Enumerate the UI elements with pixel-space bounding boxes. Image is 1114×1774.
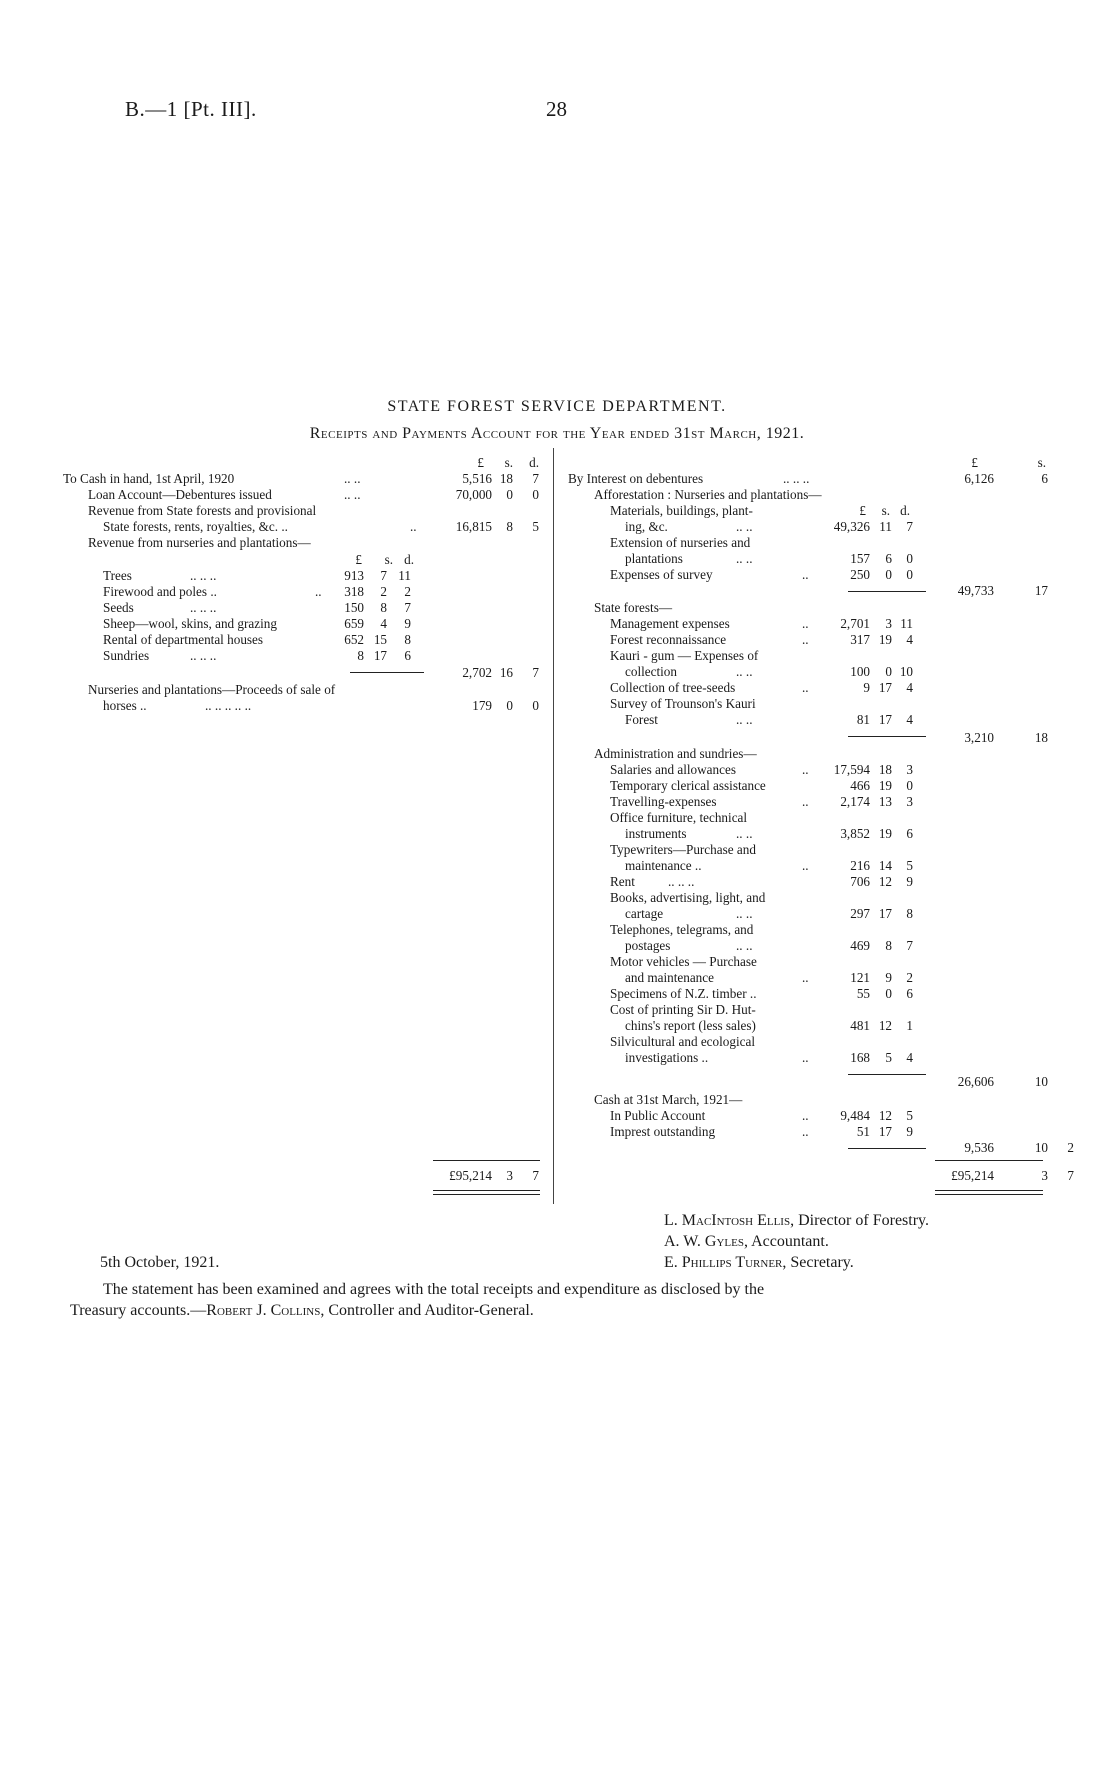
extension-label-line1: Extension of nurseries and: [610, 535, 751, 550]
subtotal-rule: [848, 591, 926, 592]
kauri-label-line1: Kauri - gum — Expenses of: [610, 648, 759, 663]
loan-shillings: 0: [506, 487, 513, 502]
travelling-label: Travelling-expenses: [610, 794, 717, 809]
office-pounds: 3,852: [840, 826, 870, 841]
materials-pounds: 49,326: [833, 519, 870, 534]
management-label: Management expenses: [610, 616, 730, 631]
nursery-item-label: Trees: [103, 568, 132, 583]
signature-accountant: [664, 1233, 829, 1251]
salaries-pounds: 17,594: [833, 762, 870, 777]
leader-dots: ..: [802, 632, 809, 647]
subtotal-rule: [848, 736, 926, 737]
leader-dots: ..: [802, 680, 809, 695]
account-subtitle: Receipts and Payments Account for the Year ended 31st March, 1921.: [309, 425, 805, 442]
motor-pence: 2: [906, 970, 913, 985]
audit-statement-text: Treasury accounts.—: [70, 1302, 207, 1319]
nursery-item-pounds: 652: [344, 632, 364, 647]
nursery-item-pounds: 8: [357, 648, 364, 663]
nursery-item-pence: 8: [404, 632, 411, 647]
revenue-state-label-line1: Revenue from State forests and provisional: [88, 503, 317, 518]
leader-dots: .. .. ..: [190, 600, 217, 615]
leader-dots: .. ..: [736, 938, 753, 953]
loan-pence: 0: [532, 487, 539, 502]
leader-dots: .. .. ..: [668, 874, 695, 889]
leader-dots: ..: [802, 1050, 809, 1065]
books-label-line1: Books, advertising, light, and: [610, 890, 766, 905]
specimens-shillings: 0: [885, 986, 892, 1001]
office-label-line2: instruments: [625, 826, 687, 841]
subtotal-rule: [848, 1148, 926, 1149]
double-rule: [433, 1190, 540, 1191]
leader-dots: ..: [802, 1124, 809, 1139]
page-title: STATE FOREST SERVICE DEPARTMENT.: [387, 398, 727, 415]
nursery-item-pence: 9: [404, 616, 411, 631]
printing-label-line1: Cost of printing Sir D. Hut-: [610, 1002, 756, 1017]
temporary-clerical-pounds: 466: [850, 778, 870, 793]
signature-secretary: [664, 1254, 854, 1272]
inner-pound-header: £: [859, 503, 866, 518]
state-forests-total-shillings: 18: [1034, 730, 1048, 745]
office-shillings: 19: [878, 826, 892, 841]
books-pence: 8: [906, 906, 913, 921]
typewriters-shillings: 14: [878, 858, 892, 873]
revenue-state-shillings: 8: [506, 519, 513, 534]
leader-dots: ..: [802, 970, 809, 985]
silvicultural-pounds: 168: [850, 1050, 870, 1065]
nurseries-total-shillings: 16: [499, 665, 513, 680]
telephones-pounds: 469: [850, 938, 870, 953]
revenue-state-pounds: 16,815: [455, 519, 492, 534]
materials-label-line2: ing, &c.: [625, 519, 668, 534]
tree-seeds-label: Collection of tree-seeds: [610, 680, 736, 695]
silvicultural-label-line2: investigations ..: [625, 1050, 709, 1065]
nursery-item-shillings: 17: [373, 648, 387, 663]
motor-label-line1: Motor vehicles — Purchase: [610, 954, 757, 969]
temporary-clerical-pence: 0: [906, 778, 913, 793]
temporary-clerical-label: Temporary clerical assistance: [610, 778, 766, 793]
books-shillings: 17: [878, 906, 892, 921]
travelling-shillings: 13: [878, 794, 892, 809]
nursery-item-pence: 7: [404, 600, 411, 615]
trounson-label-line1: Survey of Trounson's Kauri: [610, 696, 756, 711]
nursery-item-shillings: 7: [380, 568, 387, 583]
kauri-pence: 10: [899, 664, 913, 679]
nursery-item-shillings: 4: [380, 616, 387, 631]
reconnaissance-pounds: 317: [850, 632, 870, 647]
state-forests-total-pounds: 3,210: [964, 730, 994, 745]
signatory-name: A. W. Gyles: [664, 1233, 744, 1250]
nursery-item-shillings: 2: [380, 584, 387, 599]
survey-expenses-shillings: 0: [885, 567, 892, 582]
page-number: 28: [546, 97, 567, 121]
nursery-item-label: Sheep—wool, skins, and grazing: [103, 616, 277, 631]
nursery-item-pence: 11: [398, 568, 411, 583]
imprest-label: Imprest outstanding: [610, 1124, 716, 1139]
typewriters-label-line2: maintenance ..: [625, 858, 702, 873]
cash-in-hand-pounds: 5,516: [462, 471, 492, 486]
reconnaissance-label: Forest reconnaissance: [610, 632, 727, 647]
inner-s-header: s.: [384, 552, 393, 567]
auditor-name: Robert J. Collins: [206, 1302, 321, 1319]
payments-grand-total-shillings: 3: [1041, 1168, 1048, 1183]
leader-dots: ..: [802, 762, 809, 777]
leader-dots: .. ..: [344, 471, 361, 486]
interest-pounds: 6,126: [964, 471, 994, 486]
signatory-role: , Secretary.: [782, 1254, 854, 1271]
cash-in-hand-pence: 7: [532, 471, 539, 486]
tree-seeds-shillings: 17: [878, 680, 892, 695]
reconnaissance-pence: 4: [906, 632, 913, 647]
leader-dots: .. ..: [736, 664, 753, 679]
motor-pounds: 121: [850, 970, 870, 985]
auditor-role: , Controller and Auditor-General.: [320, 1302, 534, 1319]
signatory-role: , Accountant.: [743, 1233, 829, 1250]
salaries-label: Salaries and allowances: [610, 762, 736, 777]
typewriters-label-line1: Typewriters—Purchase and: [610, 842, 756, 857]
kauri-label-line2: collection: [625, 664, 677, 679]
salaries-shillings: 18: [878, 762, 892, 777]
leader-dots: ..: [802, 858, 809, 873]
rent-pounds: 706: [850, 874, 870, 889]
imprest-pence: 9: [906, 1124, 913, 1139]
signatory-role: , Director of Forestry.: [790, 1212, 929, 1229]
interest-shillings: 6: [1041, 471, 1048, 486]
column-divider: [553, 448, 554, 1204]
imprest-shillings: 17: [878, 1124, 892, 1139]
trounson-pence: 4: [906, 712, 913, 727]
double-rule: [433, 1194, 540, 1195]
materials-pence: 7: [906, 519, 913, 534]
afforestation-total-pounds: 49,733: [957, 583, 994, 598]
nursery-item-pounds: 913: [344, 568, 364, 583]
total-rule: [433, 1160, 540, 1161]
leader-dots: ..: [802, 794, 809, 809]
materials-shillings: 11: [879, 519, 892, 534]
nursery-item-pounds: 150: [344, 600, 364, 615]
extension-shillings: 6: [885, 551, 892, 566]
interest-label: By Interest on debentures: [568, 471, 704, 486]
extension-label-line2: plantations: [625, 551, 683, 566]
nursery-item-shillings: 15: [373, 632, 387, 647]
cash-in-hand-shillings: 18: [499, 471, 513, 486]
management-pence: 11: [900, 616, 913, 631]
silvicultural-pence: 4: [906, 1050, 913, 1065]
leader-dots: ..: [802, 567, 809, 582]
public-account-pounds: 9,484: [840, 1108, 870, 1123]
afforestation-heading: Afforestation : Nurseries and plantations—: [594, 487, 822, 502]
receipts-grand-total-pounds: £95,214: [449, 1168, 492, 1183]
receipts-grand-total-pence: 7: [532, 1168, 539, 1183]
inner-s-header: s.: [881, 503, 890, 518]
nursery-item-pence: 6: [404, 648, 411, 663]
survey-expenses-pence: 0: [906, 567, 913, 582]
silvicultural-shillings: 5: [885, 1050, 892, 1065]
trounson-shillings: 17: [878, 712, 892, 727]
leader-dots: ..: [315, 584, 322, 599]
trounson-label-line2: Forest: [625, 712, 658, 727]
nursery-item-pounds: 318: [344, 584, 364, 599]
nursery-item-pence: 2: [404, 584, 411, 599]
total-rule: [935, 1160, 1043, 1161]
audit-statement-line2: [70, 1301, 534, 1321]
rent-shillings: 12: [878, 874, 892, 889]
survey-expenses-pounds: 250: [850, 567, 870, 582]
audit-statement-line1: The statement has been examined and agrees with the total receipts and expenditure as disclosed by the: [103, 1281, 765, 1298]
statement-date: 5th October, 1921.: [100, 1254, 220, 1271]
printing-pounds: 481: [850, 1018, 870, 1033]
telephones-label-line2: postages: [625, 938, 671, 953]
telephones-label-line1: Telephones, telegrams, and: [610, 922, 754, 937]
subtotal-rule: [350, 672, 424, 673]
double-rule: [935, 1190, 1043, 1191]
leader-dots: ..: [802, 1108, 809, 1123]
payments-grand-total-pence: 7: [1067, 1168, 1074, 1183]
public-account-label: In Public Account: [610, 1108, 706, 1123]
admin-total-shillings: 10: [1034, 1074, 1048, 1089]
leader-dots: ..: [802, 616, 809, 631]
horses-pence: 0: [532, 698, 539, 713]
revenue-state-label-line2: State forests, rents, royalties, &c. ..: [103, 519, 288, 534]
revenue-state-pence: 5: [532, 519, 539, 534]
nursery-item-label: Sundries: [103, 648, 150, 663]
silvicultural-label-line1: Silvicultural and ecological: [610, 1034, 756, 1049]
leader-dots: .. .. ..: [190, 648, 217, 663]
materials-label-line1: Materials, buildings, plant-: [610, 503, 753, 518]
typewriters-pounds: 216: [850, 858, 870, 873]
telephones-pence: 7: [906, 938, 913, 953]
nursery-item-shillings: 8: [380, 600, 387, 615]
horses-pounds: 179: [472, 698, 492, 713]
books-pounds: 297: [850, 906, 870, 921]
loan-label: Loan Account—Debentures issued: [88, 487, 272, 502]
typewriters-pence: 5: [906, 858, 913, 873]
nurseries-total-pounds: 2,702: [462, 665, 492, 680]
nursery-item-label: Seeds: [103, 600, 134, 615]
rent-label: Rent: [610, 874, 635, 889]
motor-shillings: 9: [885, 970, 892, 985]
leader-dots: .. ..: [736, 712, 753, 727]
tree-seeds-pounds: 9: [863, 680, 870, 695]
imprest-pounds: 51: [856, 1124, 870, 1139]
extension-pence: 0: [906, 551, 913, 566]
salaries-pence: 3: [906, 762, 913, 777]
document-reference: B.—1 [Pt. III].: [125, 97, 257, 121]
printing-pence: 1: [906, 1018, 913, 1033]
leader-dots: .. ..: [736, 519, 753, 534]
kauri-pounds: 100: [850, 664, 870, 679]
management-pounds: 2,701: [840, 616, 870, 631]
public-account-pence: 5: [906, 1108, 913, 1123]
leader-dots: .. .. ..: [783, 471, 810, 486]
books-label-line2: cartage: [625, 906, 664, 921]
col-pound-header: £: [971, 455, 978, 470]
specimens-label: Specimens of N.Z. timber ..: [610, 986, 757, 1001]
horses-shillings: 0: [506, 698, 513, 713]
leader-dots: .. ..: [736, 551, 753, 566]
cash-total-pence: 2: [1067, 1140, 1074, 1155]
rent-pence: 9: [906, 874, 913, 889]
horses-label-line1: Nurseries and plantations—Proceeds of sale of: [88, 682, 336, 697]
trounson-pounds: 81: [856, 712, 870, 727]
inner-d-header: d.: [900, 503, 910, 518]
office-pence: 6: [906, 826, 913, 841]
nursery-item-pounds: 659: [344, 616, 364, 631]
afforestation-total-shillings: 17: [1034, 583, 1048, 598]
leader-dots: .. ..: [736, 906, 753, 921]
cash-heading: Cash at 31st March, 1921—: [594, 1092, 743, 1107]
kauri-shillings: 0: [885, 664, 892, 679]
col-pound-header: £: [477, 455, 484, 470]
loan-pounds: 70,000: [455, 487, 492, 502]
subtotal-rule: [848, 1074, 926, 1075]
nursery-item-label: Firewood and poles ..: [103, 584, 217, 599]
col-s-header: s.: [504, 455, 513, 470]
reconnaissance-shillings: 19: [878, 632, 892, 647]
leader-dots: .. .. .. .. ..: [205, 698, 252, 713]
cash-in-hand-label: To Cash in hand, 1st April, 1920: [63, 471, 235, 486]
admin-total-pounds: 26,606: [957, 1074, 994, 1089]
extension-pounds: 157: [850, 551, 870, 566]
printing-label-line2: chins's report (less sales): [625, 1018, 756, 1033]
office-label-line1: Office furniture, technical: [610, 810, 748, 825]
inner-d-header: d.: [404, 552, 414, 567]
double-rule: [935, 1194, 1043, 1195]
inner-pound-header: £: [355, 552, 362, 567]
receipts-grand-total-shillings: 3: [506, 1168, 513, 1183]
signatory-name: E. Phillips Turner: [664, 1254, 783, 1271]
nurseries-heading: Revenue from nurseries and plantations—: [88, 535, 311, 550]
temporary-clerical-shillings: 19: [878, 778, 892, 793]
cash-total-shillings: 10: [1034, 1140, 1048, 1155]
printing-shillings: 12: [878, 1018, 892, 1033]
col-s-header: s.: [1037, 455, 1046, 470]
travelling-pounds: 2,174: [840, 794, 870, 809]
specimens-pounds: 55: [856, 986, 870, 1001]
specimens-pence: 6: [906, 986, 913, 1001]
col-d-header: d.: [529, 455, 539, 470]
cash-total-pounds: 9,536: [964, 1140, 994, 1155]
management-shillings: 3: [885, 616, 892, 631]
horses-label-line2: horses ..: [103, 698, 147, 713]
public-account-shillings: 12: [878, 1108, 892, 1123]
nurseries-total-pence: 7: [532, 665, 539, 680]
state-forests-heading: State forests—: [594, 600, 673, 615]
nursery-item-label: Rental of departmental houses: [103, 632, 264, 647]
leader-dots: .. ..: [344, 487, 361, 502]
signature-director: [664, 1212, 929, 1230]
telephones-shillings: 8: [885, 938, 892, 953]
signatory-name: L. MacIntosh Ellis: [664, 1212, 791, 1229]
tree-seeds-pence: 4: [906, 680, 913, 695]
travelling-pence: 3: [906, 794, 913, 809]
leader-dots: ..: [410, 519, 417, 534]
motor-label-line2: and maintenance: [625, 970, 714, 985]
survey-expenses-label: Expenses of survey: [610, 567, 713, 582]
leader-dots: .. ..: [736, 826, 753, 841]
leader-dots: .. .. ..: [190, 568, 217, 583]
admin-heading: Administration and sundries—: [594, 746, 757, 761]
payments-grand-total-pounds: £95,214: [951, 1168, 994, 1183]
